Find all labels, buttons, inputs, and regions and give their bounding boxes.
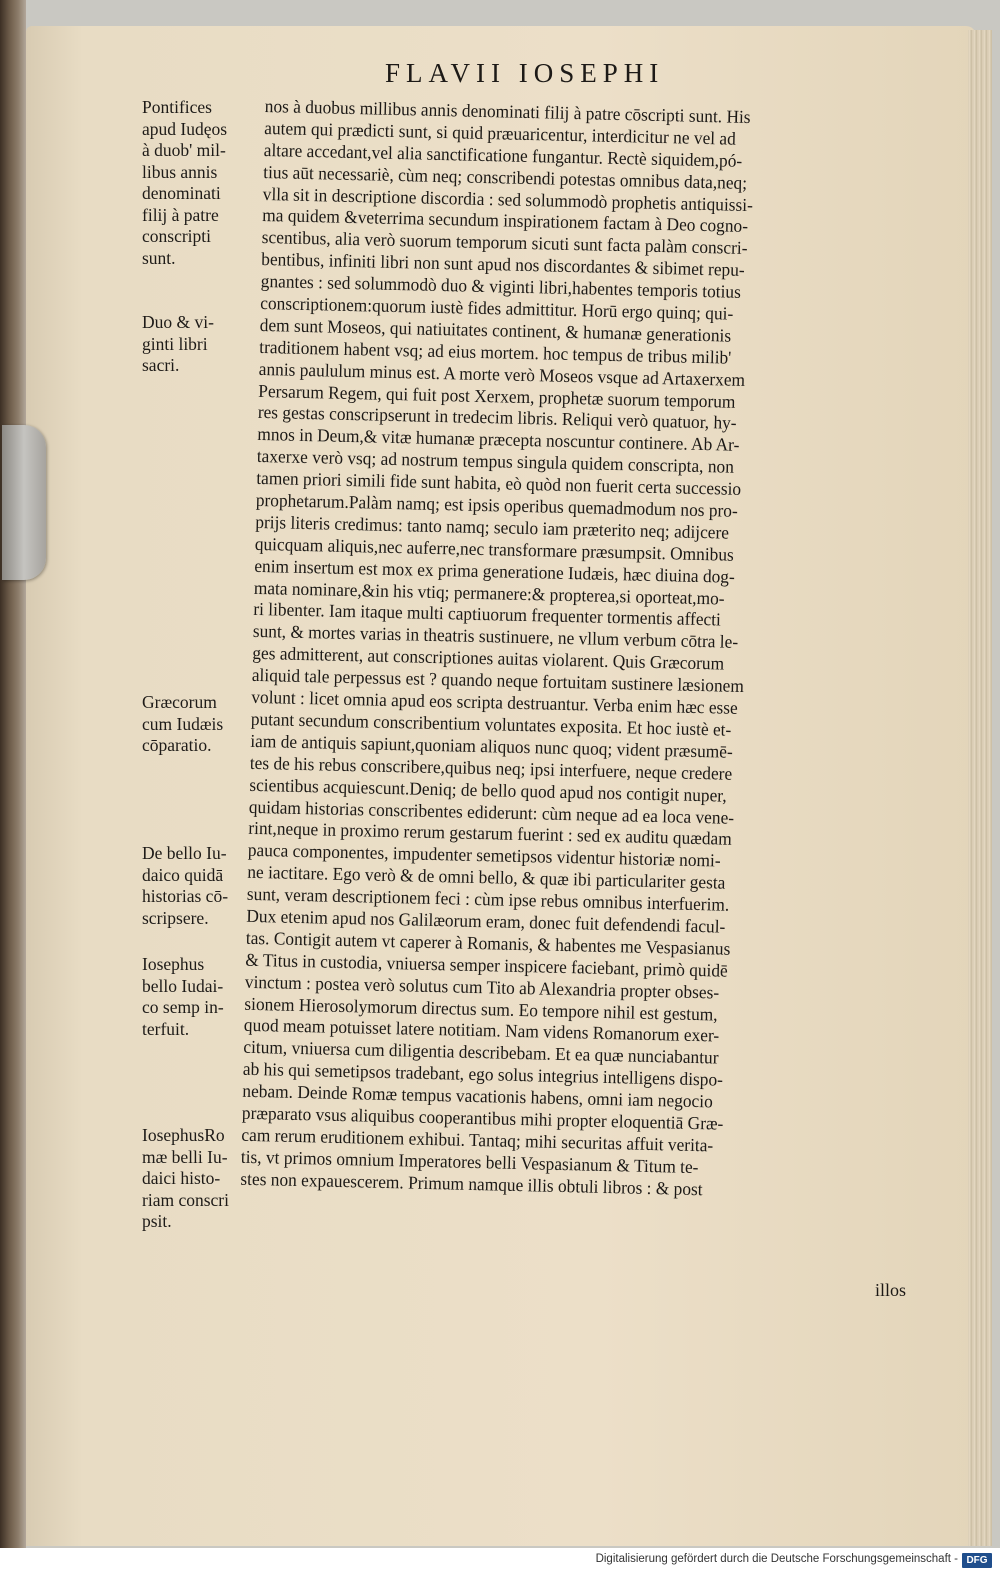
body-line: prijs literis credimus: tanto namq; seculo iam præterito neq; adijcere — [255, 511, 730, 543]
body-line: aliquid tale perpessus est ? quando neque fortuitam sustinere læsionem — [251, 665, 745, 697]
body-line: sunt, veram descriptionem feci : cùm ipse rebus omnibus interfuerim. — [246, 883, 730, 915]
body-line: tes de his rebus conscribere,quibus neq; ipsi interfuere, neque credere — [249, 752, 733, 784]
body-line: sunt, & mortes varias in theatris sustinuere, ne vllum verbum cōtra le- — [252, 621, 739, 653]
marginal-line: psit. — [142, 1211, 172, 1231]
body-line: & Titus in custodia, vniuersa semper inspicere faciebant, primò quidē — [245, 949, 729, 981]
marginal-note-pontifices — [142, 97, 260, 269]
marginal-line: De bello Iu- — [142, 843, 227, 863]
body-line: enim insertum est mox ex prima generatione Iudæis, hæc diuina dog- — [254, 555, 736, 587]
body-line: vinctum : postea verò solutus cum Tito ab Alexandria propter obses- — [244, 971, 720, 1003]
marginal-note-graecorum — [142, 692, 260, 757]
body-line: tas. Contigit autem vt caperer à Romanis, & habentes me Vespasianus — [245, 927, 731, 959]
marginal-line: sacri. — [142, 355, 180, 375]
marginal-line: daici histo- — [142, 1168, 221, 1188]
body-line: scientibus acquiescunt.Deniq; de bello quod apud nos contigit nuper, — [249, 774, 727, 806]
body-line: cam rerum eruditionem exhibui. Tantaq; mihi securitas affuit verita- — [241, 1124, 714, 1156]
book-clip — [2, 425, 46, 580]
body-line: conscriptionem:quorum iustè fides admittitur. Horū ergo quinq; qui- — [260, 292, 734, 324]
body-line: taxerxe verò vsq; ad nostrum tempus singula quidem conscripta, non — [256, 446, 735, 477]
running-head: FLAVII IOSEPHI — [385, 58, 665, 88]
marginal-line: bello Iudai- — [142, 975, 224, 996]
marginal-line: ginti libri — [142, 333, 208, 354]
body-line: præparato vsus aliquibus cooperantibus mihi propter eloquentiā Græ- — [241, 1102, 724, 1134]
body-line: Persarum Regem, qui fuit post Xerxem, prophetæ suorum temporum — [258, 380, 736, 412]
marginal-line: Pontifices — [142, 97, 212, 117]
marginal-line: daico quidā — [142, 864, 224, 885]
body-line: autem qui prædicti sunt, si quid præuaricentur, interdicitur ne vel ad — [264, 117, 737, 149]
body-line: gnantes : sed solummodò duo & viginti libri,habentes temporis totius — [260, 271, 742, 302]
body-line: ges admitterent, aut conscriptiones auitas violarent. Quis Græcorum — [252, 643, 725, 674]
marginal-line: IosephusRo — [142, 1125, 225, 1145]
marginal-line: Græcorum — [142, 692, 217, 712]
body-line: bentibus, infiniti libri non sunt apud nos discordantes & sibimet repu- — [261, 249, 745, 281]
body-line: scentibus, alia verò suorum temporum sicuti sunt facta palàm conscri- — [261, 227, 748, 259]
marginal-line: cōparatio. — [142, 735, 212, 755]
page-edges — [968, 30, 992, 1546]
marginal-line: co semp in- — [142, 997, 224, 1017]
body-line: sionem Hierosolymorum directus sum. Eo tempore nihil est gestum, — [244, 993, 718, 1025]
body-line: dem sunt Moseos, qui natiuitates continent, & humanæ generationis — [259, 314, 732, 346]
body-line: citum, vniuersa cum diligentia describebam. Et ea quæ nunciabantur — [243, 1037, 719, 1068]
body-line: tamen priori simili fide sunt habita, eò quòd non fuerit certa successio — [256, 468, 742, 500]
body-line: tius aūt necessariè, cùm neq; conscribendi potestas omnibus data,neq; — [263, 161, 748, 193]
marginal-line: à duob' mil- — [142, 140, 226, 160]
marginal-line: cum Iudæis — [142, 713, 224, 734]
body-line: putant secundum conscribentium voluntates exposita. Et hoc iustè et- — [250, 708, 732, 740]
body-line: annis paululum minus est. A morte verò Moseos vsque ad Artaxerxem — [258, 358, 746, 390]
marginal-line: denominati — [142, 183, 221, 203]
body-line: stes non expauescerem. Primum namque illis obtuli libros : & post — [240, 1168, 703, 1199]
catchword: illos — [875, 1280, 907, 1300]
body-line: Dux etenim apud nos Galilæorum eram, donec fuit defendendi facul- — [246, 905, 726, 937]
marginal-line: libus annis — [142, 161, 218, 182]
body-line: mnos in Deum,& vitæ humanæ præcepta noscuntur continere. Ab Ar- — [257, 424, 740, 456]
dfg-logo: DFG — [962, 1553, 992, 1568]
marginal-line: Iosephus — [142, 954, 205, 974]
body-line: mata nominare,&in his vtiq; permanere:& propterea,si oporteat,mo- — [253, 577, 725, 609]
body-line: ri libenter. Iam itaque multi captiuorum frequenter tormentis affecti — [253, 599, 722, 630]
body-line: res gestas conscripserunt in tredecim libris. Reliqui verò quatuor, hy- — [257, 402, 737, 434]
marginal-line: mæ belli Iu- — [142, 1146, 228, 1167]
body-line: ma quidem &veterrima secundum inspirationem factam à Deo cogno- — [262, 205, 749, 237]
marginal-note-de-bello — [142, 843, 260, 929]
marginal-line: filij à patre — [142, 204, 219, 225]
book-spine — [0, 0, 26, 1548]
body-line: altare accedant,vel alia sanctificatione fungantur. Rectè siquidem,pó- — [263, 139, 743, 171]
body-line: quidam historias conscribentes ediderunt: cùm neque ad ea loca vene- — [248, 796, 735, 828]
body-line: nos à duobus millibus annis denominati filij à patre cōscripti sunt. His — [264, 96, 751, 128]
body-line: nebam. Deinde Romæ tempus vacationis habens, omni iam negocio — [242, 1080, 713, 1112]
body-line: volunt : licet omnia apud eos scripta destruantur. Verba enim hæc esse — [251, 686, 738, 718]
body-line: ne iactitare. Ego verò & de omni bello, & quæ ibi particulariter gesta — [247, 861, 726, 893]
marginal-line: apud Iudęos — [142, 118, 228, 139]
marginal-note-iosephus — [142, 954, 260, 1040]
body-line: vlla sit in descriptione discordia : sed solummodò prophetis antiquissi- — [262, 183, 754, 215]
body-line: prophetarum.Palàm namq; est ipsis operibus quemadmodum nos pro- — [255, 489, 738, 521]
body-line: ab his qui semetipsos tradebant, ego solus integrius intelligens dispo- — [242, 1058, 724, 1090]
marginal-line: riam conscri — [142, 1189, 229, 1210]
body-text — [240, 96, 965, 1206]
body-line: iam de antiquis sapiunt,quoniam aliquos nunc quoq; vident præsumē- — [250, 730, 734, 762]
body-line: quod meam potuisset latere notitiam. Nam videns Romanorum exer- — [243, 1015, 720, 1046]
body-line: traditionem habent vsq; ad eius mortem. hoc tempus de tribus milib' — [259, 336, 732, 368]
marginal-line: terfuit. — [142, 1018, 190, 1039]
marginal-line: sunt. — [142, 247, 176, 268]
body-line: rint,neque in proximo rerum gestarum fuerint : sed ex auditu quædam — [248, 818, 732, 850]
marginal-line: Duo & vi- — [142, 312, 214, 332]
footer-credit: Digitalisierung gefördert durch die Deutsche Forschungsgemeinschaft - — [595, 1553, 958, 1565]
marginal-line: conscripti — [142, 226, 212, 246]
body-line: tis, vt primos omnium Imperatores belli Vespasianum & Titum te- — [240, 1146, 699, 1177]
body-line: pauca componentes, impudenter semetipsos videntur historiæ nomi- — [247, 840, 721, 871]
marginal-note-libri-sacri — [142, 312, 260, 377]
marginal-line: scripsere. — [142, 907, 209, 928]
marginal-line: historias cō- — [142, 886, 229, 906]
body-line: quicquam aliquis,nec auferre,nec transformare præsumpsit. Omnibus — [254, 533, 735, 565]
